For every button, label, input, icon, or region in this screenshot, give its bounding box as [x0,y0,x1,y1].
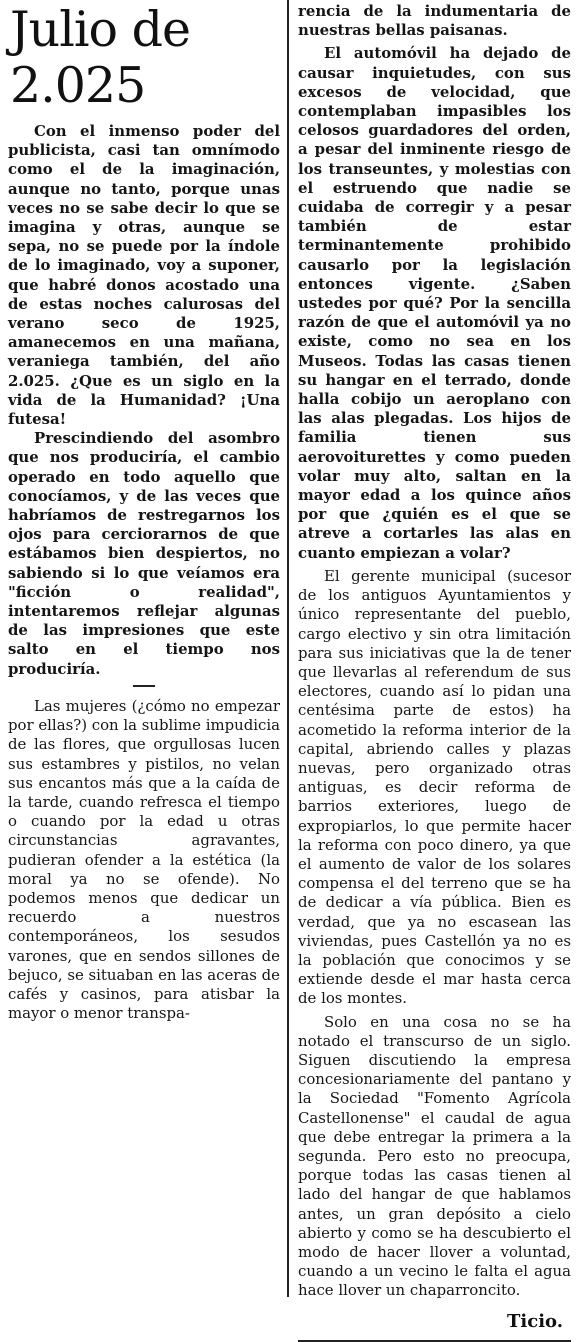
paragraph-municipal: El gerente municipal (sucesor de los antiguos Ayuntamientos y único representante del pueblo, cargo electivo y sin otra limitación para sus iniciativas que la de tener que llevarlas al referendum de sus electores, cuando así lo pidan una centésima parte de estos) ha acometido la reforma interior de la capital, abriendo calles y plazas nuevas, pero organizado otras antiguas, es decir reforma de barrios exteriores, luego de expropiarlos, lo que permite hacer la reforma con poco dinero, ya que el aumento de valor de los solares compensa el del terreno que se ha de dedicar a vía pública. Bien es verdad, que ya no escasean las viviendas, pues Castellón ya no es la población que conocimos y se extiende desde el mar hasta cerca de los montes. [298,566,571,1008]
left-column [8,2,280,1023]
paragraph-continuation: rencia de la indumentaria de nuestras bellas paisanas. [298,2,571,40]
article-headline: Julio de 2.025 [10,1,190,114]
paragraph-automobile: El automóvil ha dejado de causar inquietudes, con sus excesos de velocidad, que contemplaban impasibles los celosos guardadores del orden, a pesar del inminente riesgo de los transeuntes, y molestias con el estruendo que nadie se cuidaba de corregir y a pesar también de estar terminantemente prohibido causarlo por la legislación entonces vigente. ¿Saben ustedes por qué? Por la sencilla razón de que el automóvil ya no existe, como no sea en los Museos. Todas las casas tienen su hangar en el terrado, donde halla cobijo un aeroplano con las alas plegadas. Los hijos de familia tienen sus aerovoiturettes y como pueden volar muy alto, saltan en la mayor edad a los quince años por que ¿quién es el que se atreve a cortarles las alas en cuanto empiezan a volar? [298,44,571,562]
column-divider [287,0,289,1297]
paragraph-impressions: Prescindiendo del asombro que nos produciría, el cambio operado en todo aquello que conocíamos, y de las veces que habríamos de restregarnos los ojos para cerciorarnos de que estábamos bien despiertos, no sabiendo si lo que veíamos era "ficción o realidad", intentaremos reflejar algunas de las impresiones que este salto en el tiempo nos produciría. [8,429,280,678]
paragraph-water: Solo en una cosa no se ha notado el transcurso de un siglo. Siguen discutiendo la empresa concesionariamente del pantano y la Sociedad "Fomento Agrícola Castellonense" el caudal de agua que debe entregar la primera a la segunda. Pero esto no preocupa, porque todas las casas tienen al lado del hangar de que hablamos antes, un gran depósito a cielo abierto y como se ha descubierto el modo de hacer llover a voluntad, cuando a un vecino le falta el agua hace llover un chaparroncito. [298,1012,571,1300]
right-column [298,2,571,1342]
section-separator [133,685,155,687]
end-rule [298,1340,571,1342]
paragraph-women: Las mujeres (¿cómo no empezar por ellas?) con la sublime impudicia de las flores, que orgullosas lucen sus estambres y pistilos, no velan sus encantos más que a la caída de la tarde, cuando refresca el tiempo o cuando por la edad u otras circunstancias agravantes, pudieran ofender a la estética (la moral ya no se ofende). No podemos menos que dedicar un recuerdo a nuestros contemporáneos, los sesudos varones, que en sendos sillones de bejuco, se situaban en las aceras de cafés y casinos, para atisbar la mayor o menor transpa- [8,696,280,1023]
author-signature: Ticio. [507,1310,563,1332]
paragraph-intro: Con el inmenso poder del publicista, casi tan omnímodo como el de la imaginación, aunque no tanto, porque unas veces no se sabe decir lo que se imagina y otras, aunque se sepa, no se puede por la índole de lo imaginado, voy a suponer, que habré donos acostado una de estas noches calurosas del verano seco de 1925, amanecemos en una mañana, veraniega también, del año 2.025. ¿Que es un siglo en la vida de la Humanidad? ¡Una futesa! [8,122,280,429]
